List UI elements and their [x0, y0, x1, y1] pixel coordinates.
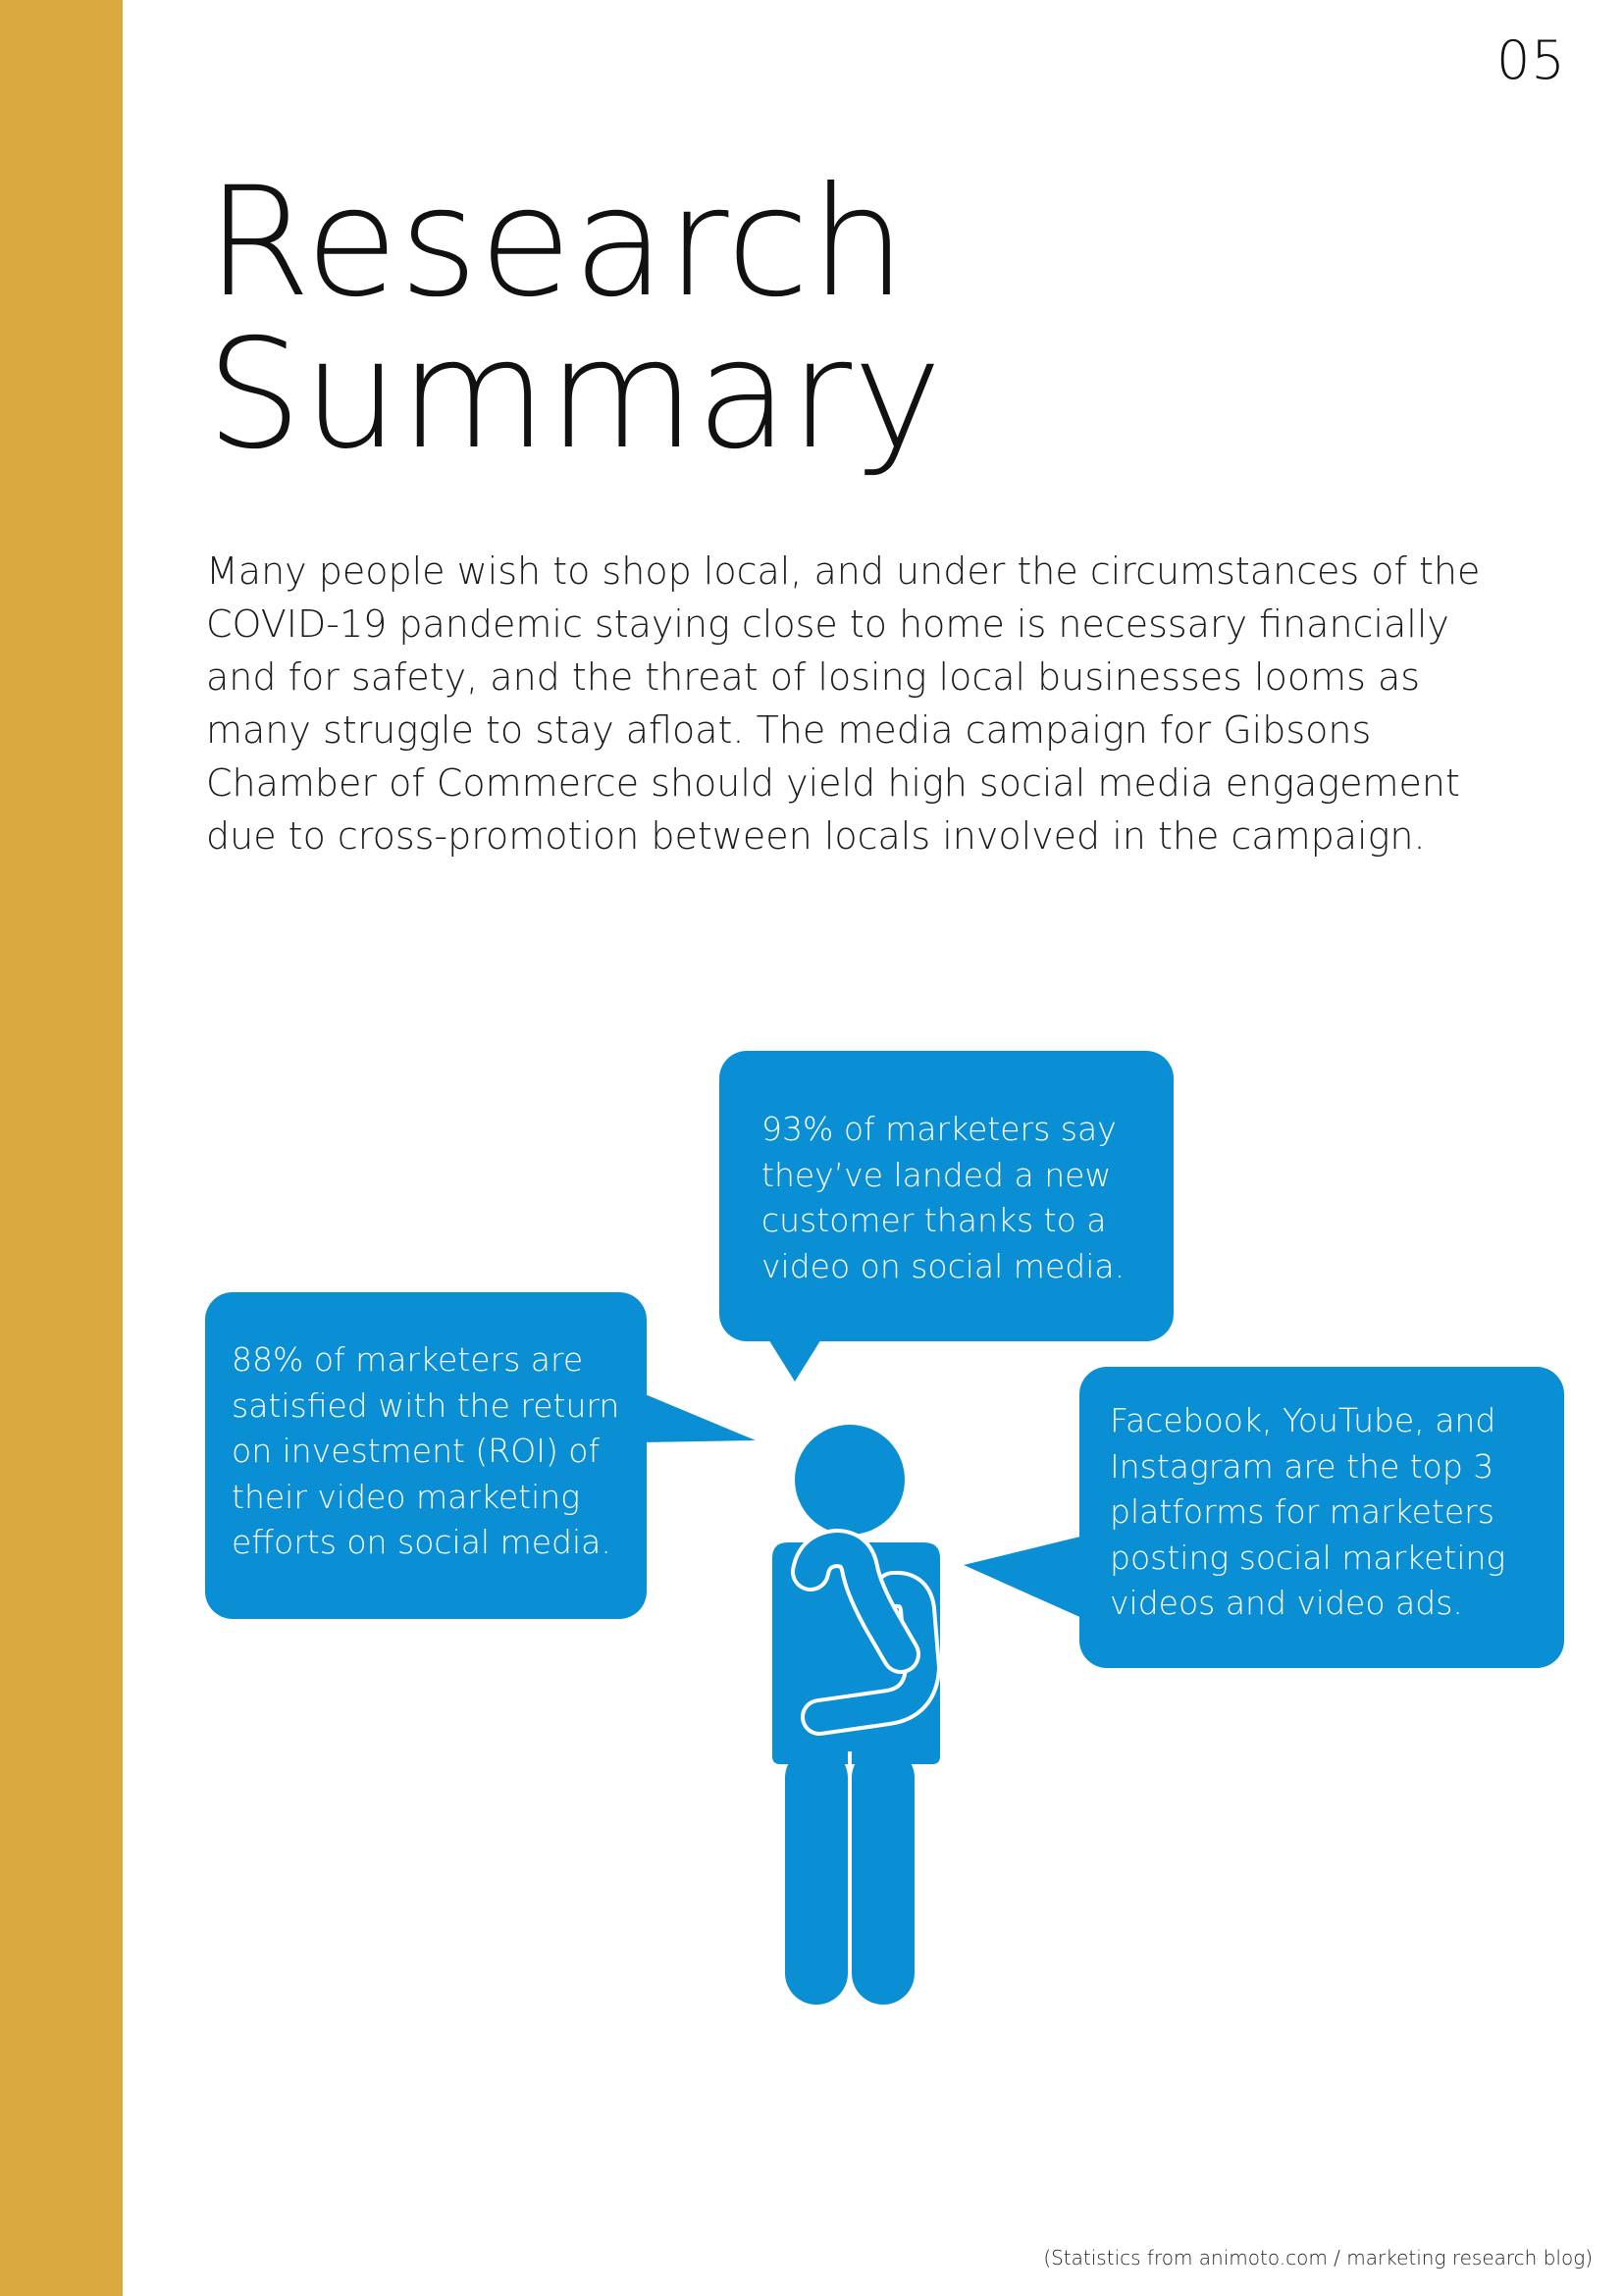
stat-bubble-right: Facebook, YouTube, and Instagram are the top 3 platforms for marketers posting social marketing videos and video ads. — [1079, 1367, 1564, 1668]
page-title-line-1: Research — [206, 155, 908, 331]
intro-paragraph: Many people wish to shop local, and under the circumstances of the COVID-19 pandemic staying close to home is necessary financially and for safety, and the threat of losing local businesses looms as many struggle to stay afloat. The media campaign for Gibsons Chamber of Commerce should yield high social media engagement due to cross-promotion between locals involved in the campaign. — [206, 549, 1481, 858]
bubble-right-tail — [964, 1536, 1084, 1619]
thinking-person-icon — [772, 1425, 940, 2005]
stat-bubble-left: 88% of marketers are satisfied with the return on investment (ROI) of their video marketing efforts on social media. — [205, 1292, 647, 1619]
source-credit: (Statistics from animoto.com / marketing research blog) — [1043, 2246, 1593, 2270]
page-number: 05 — [1496, 29, 1566, 91]
bubble-top-tail — [765, 1334, 824, 1382]
bubble-left-tail — [643, 1393, 756, 1442]
stat-bubble-top: 93% of marketers say they’ve landed a new customer thanks to a video on social media. — [719, 1051, 1174, 1341]
page-title-line-2: Summary — [206, 307, 944, 483]
